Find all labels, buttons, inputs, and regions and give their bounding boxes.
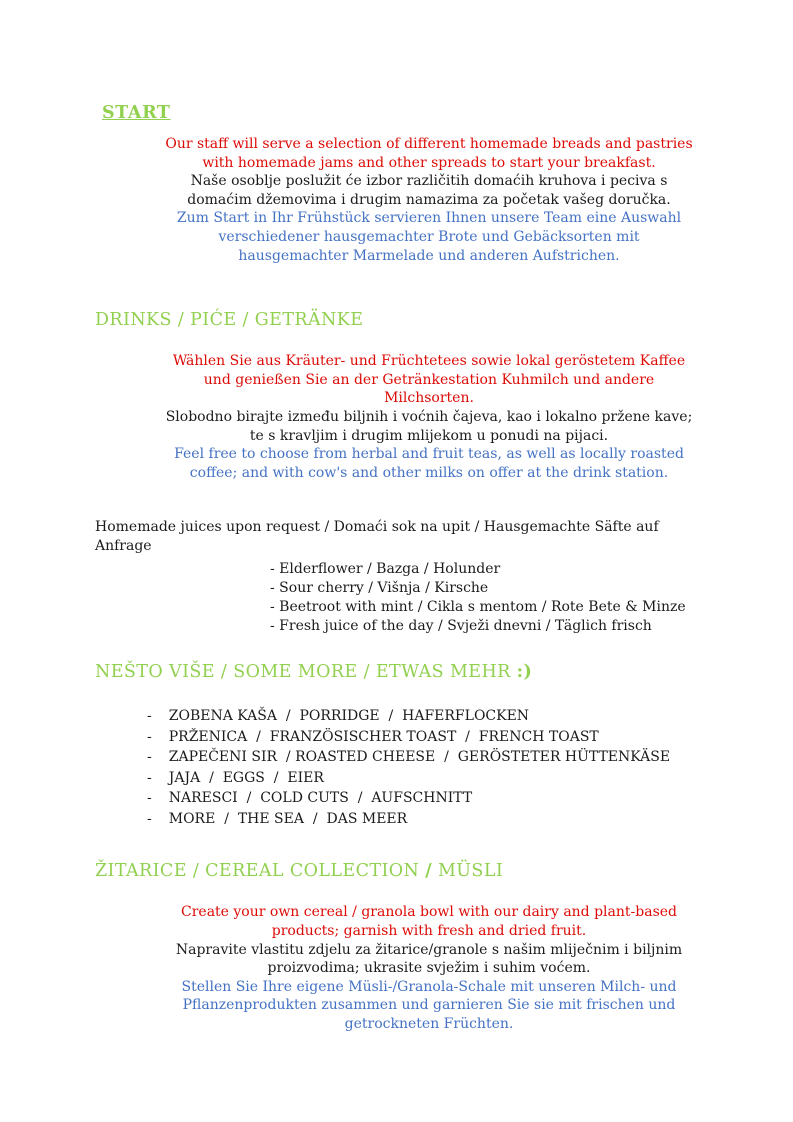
list-item-label: PRŽENICA / FRANZÖSISCHER TOAST / FRENCH TOAST — [168, 728, 599, 745]
list-item-french-toast — [147, 727, 733, 748]
start-paragraph-english: Our staff will serve a selection of different homemade breads and pastries with homemade jams and other spreads to start your breakfast. — [165, 136, 693, 171]
section-heading-some-more — [95, 662, 733, 682]
list-dash: - — [147, 810, 152, 827]
drinks-paragraph-croatian: Slobodno birajte između biljnih i voćnih čajeva, kao i lokalno pržene kave; te s kravljim i drugim mlijekom u ponudi na pijaci. — [165, 408, 693, 444]
section-heading-cereal — [95, 861, 733, 881]
list-item-label: ZAPEČENI SIR / ROASTED CHEESE / GERÖSTETER HÜTTENKÄSE — [168, 749, 671, 766]
list-item-label: JAJA / EGGS / EIER — [168, 769, 324, 786]
drinks-paragraph-german: Wählen Sie aus Kräuter- und Früchtetees sowie lokal geröstetem Kaffee und genießen Sie an der Getränkestation Kuhmilch und andere Milchsorten. — [172, 353, 686, 407]
juice-item-of-the-day: - Fresh juice of the day / Svježi dnevni / Täglich frisch — [270, 618, 652, 635]
list-item-cold-cuts — [147, 788, 733, 809]
cereal-paragraph-german: Stellen Sie Ihre eigene Müsli-/Granola-Schale mit unseren Milch- und Pflanzenprodukten zusammen und garnieren Sie sie mit frischen und getrockneten Früchten. — [181, 978, 677, 1032]
drinks-paragraph-english: Feel free to choose from herbal and fruit teas, as well as locally roasted coffee; and with cow's and other milks on offer at the drink station. — [174, 446, 684, 481]
cereal-intro-block — [165, 903, 693, 1033]
list-item-label: MORE / THE SEA / DAS MEER — [168, 810, 408, 827]
juice-item-sour-cherry: - Sour cherry / Višnja / Kirsche — [270, 580, 489, 597]
list-dash: - — [147, 769, 152, 786]
section-heading-drinks: DRINKS / PIĆE / GETRÄNKE — [95, 310, 364, 331]
list-item-porridge — [147, 706, 733, 727]
list-dash: - — [147, 790, 152, 807]
start-paragraph-croatian: Naše osoblje poslužit će izbor različitih domaćih kruhova i peciva s domaćim džemovima i drugim namazima za početak vašeg doručka. — [187, 173, 671, 208]
list-item-the-sea — [147, 809, 733, 830]
cereal-paragraph-english: Create your own cereal / granola bowl with our dairy and plant-based products; garnish with fresh and dried fruit. — [181, 904, 677, 939]
some-more-heading-text: NEŠTO VIŠE / SOME MORE / ETWAS MEHR — [95, 662, 517, 683]
list-item-label: NARESCI / COLD CUTS / AUFSCHNITT — [168, 790, 473, 807]
juice-list — [270, 560, 733, 636]
start-paragraph-german: Zum Start in Ihr Frühstück servieren Ihnen unsere Team eine Auswahl verschiedener hausgemachter Brote und Gebäcksorten mit hausgemachter Marmelade und anderen Aufstrichen. — [176, 210, 682, 264]
cereal-heading-slash: / — [425, 861, 432, 882]
section-heading-start: START — [102, 103, 171, 123]
list-item-label: ZOBENA KAŠA / PORRIDGE / HAFERFLOCKEN — [168, 708, 530, 725]
juice-item-elderflower: - Elderflower / Bazga / Holunder — [270, 561, 501, 578]
some-more-list — [95, 706, 733, 829]
list-item-roasted-cheese — [147, 747, 733, 768]
list-dash: - — [147, 749, 152, 766]
cereal-paragraph-croatian: Napravite vlastitu zdjelu za žitarice/granole s našim mliječnim i biljnim proizvodima; ukrasite svježim i suhim voćem. — [175, 941, 683, 977]
list-dash: - — [147, 708, 152, 725]
juice-item-beetroot: - Beetroot with mint / Cikla s mentom / Rote Bete & Minze — [270, 599, 686, 616]
drinks-intro-block — [165, 352, 693, 482]
start-intro-block — [165, 135, 693, 265]
cereal-heading-text-1: ŽITARICE / CEREAL COLLECTION — [95, 861, 426, 882]
list-item-eggs — [147, 768, 733, 789]
juices-intro: Homemade juices upon request / Domaći sok na upit / Hausgemachte Säfte auf Anfrage — [95, 519, 659, 555]
smiley-text: :) — [516, 662, 533, 683]
list-dash: - — [147, 728, 152, 745]
cereal-heading-text-2: MÜSLI — [432, 861, 504, 882]
